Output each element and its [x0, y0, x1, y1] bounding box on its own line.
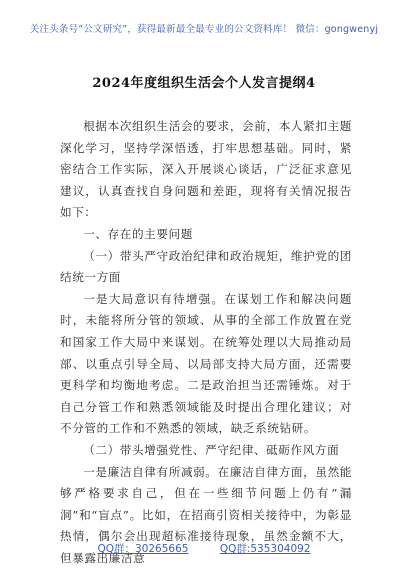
body-paragraph: 一是大局意识有待增强。在谋划工作和解决问题时，未能将所分管的领域、从事的全部工作放置在党和国家工作大局中来谋划。在统筹处理以大局推动局部、以重点引导全局、以局部支持大局方面，还需要更科学和均衡地考虑。二是政治担当还需锤炼。对于自己分管工作和熟悉领域能及时提出合理化建议；对不分管的工作和不熟悉的领域，缺乏系统钻研。 — [60, 291, 352, 436]
header-banner: 关注头条号“公文研究”，获得最新最全最专业的公文资料库！ 微信：gongwenyj — [29, 24, 379, 35]
document-body — [60, 116, 352, 569]
intro-paragraph: 根据本次组织生活会的要求，会前，本人紧扣主题深化学习，坚持学深悟透，打牢思想基础。同时，紧密结合工作实际，深入开展谈心谈话，广泛征求意见建议，认真查找自身问题和差距，现将有关情况报告如下： — [60, 119, 352, 220]
body-paragraph: 一是廉洁自律有所减弱。在廉洁自律方面，虽然能够严格要求自己，但在一些细节问题上仍有“漏洞”和“盲点”。比如，在招商引资相关接待中，为彰显热情，偶尔会出现超标准接待现象，虽然金额不大，但暴露出廉洁意 — [60, 464, 352, 565]
qq-group-link[interactable]: QQ群：30265665 — [97, 543, 189, 555]
subsection-heading: （二）带头增强党性、严守纪律、砥砺作风方面 — [83, 442, 340, 457]
qq-group-link[interactable]: QQ群:535304092 — [219, 543, 311, 555]
subsection-heading: （一）带头严守政治纪律和政治规矩，维护党的团结统一方面 — [60, 248, 352, 285]
footer-bar — [0, 541, 408, 556]
section-heading: 一、存在的主要问题 — [83, 226, 193, 241]
document-title: 2024年度组织生活会个人发言提纲4 — [92, 76, 316, 91]
